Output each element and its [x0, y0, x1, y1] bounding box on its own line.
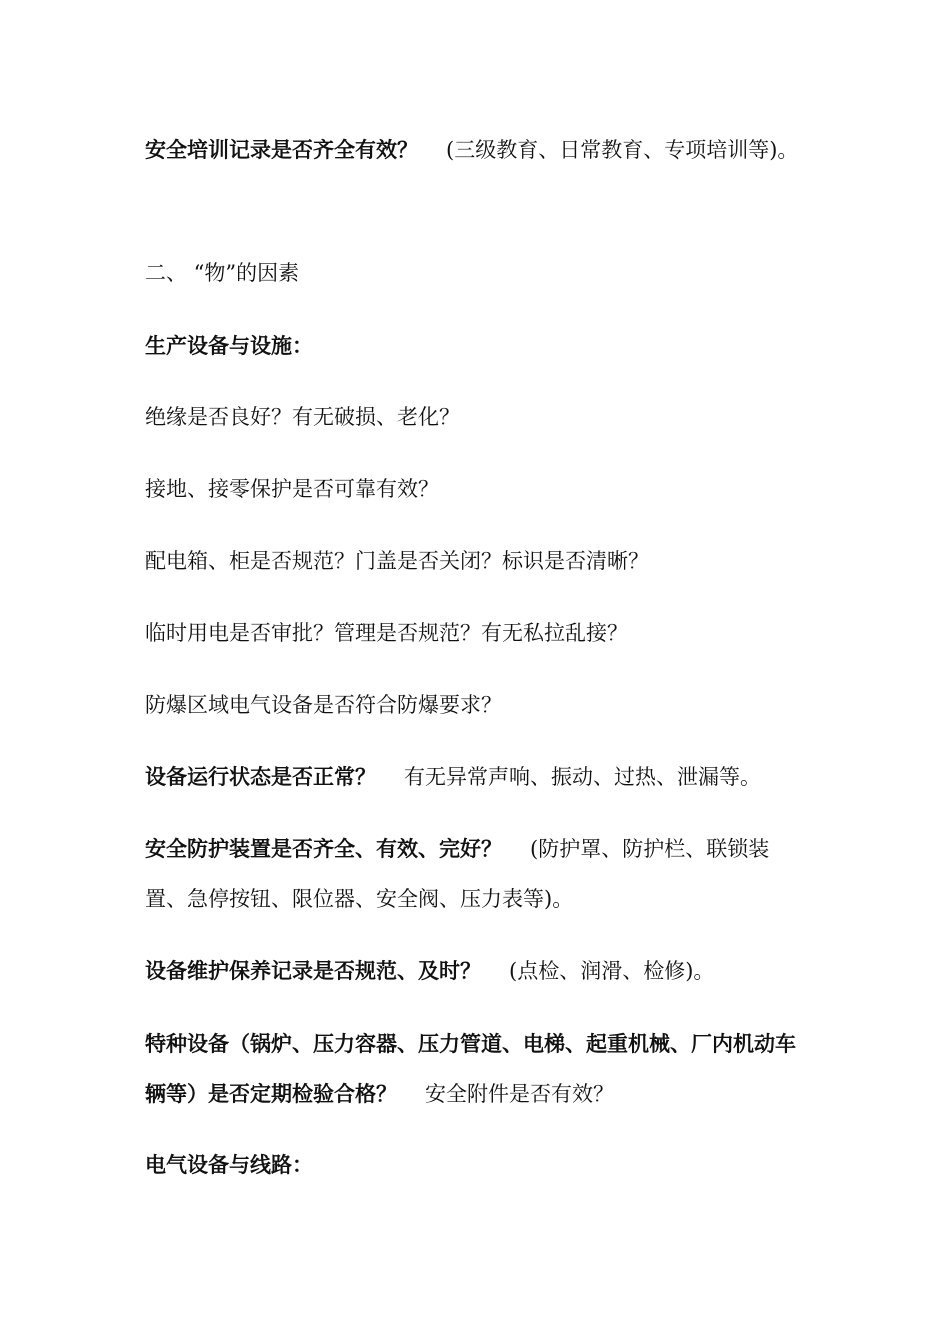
question-text: 临时用电是否审批？管理是否规范？有无私拉乱接？: [145, 621, 628, 645]
question-text: 特种设备（锅炉、压力容器、压力管道、电梯、起重机械、厂内机动车辆等）是否定期检验合格？: [145, 1031, 796, 1106]
heading-text: 二、 “物”的因素: [145, 261, 300, 285]
question-text: 接地、接零保护是否可靠有效？: [145, 477, 439, 501]
subheading-electrical-equipment: [145, 1140, 810, 1190]
question-text: 配电箱、柜是否规范？门盖是否关闭？标识是否清晰？: [145, 549, 649, 573]
paragraph-training-records: [145, 125, 810, 175]
paragraph-insulation: [145, 392, 810, 442]
paragraph-maintenance-records: [145, 946, 810, 996]
paragraph-temporary-power: [145, 608, 810, 658]
detail-text: (点检、润滑、检修)。: [509, 959, 715, 983]
paragraph-grounding: [145, 464, 810, 514]
paragraph-explosion-proof: [145, 680, 810, 730]
paragraph-special-equipment: [145, 1019, 810, 1119]
detail-text: (三级教育、日常教育、专项培训等)。: [446, 138, 799, 162]
subheading-production-equipment: [145, 321, 810, 371]
subheading-text: 生产设备与设施：: [145, 333, 313, 358]
question-text: 防爆区域电气设备是否符合防爆要求？: [145, 693, 502, 717]
paragraph-safety-guards: [145, 824, 810, 924]
section-heading-material-factors: [145, 248, 810, 298]
question-text: 安全防护装置是否齐全、有效、完好？: [145, 836, 502, 861]
paragraph-distribution-box: [145, 536, 810, 586]
question-text: 设备运行状态是否正常？: [145, 764, 376, 789]
question-text: 绝缘是否良好？有无破损、老化？: [145, 405, 460, 429]
question-text: 安全培训记录是否齐全有效？: [145, 137, 418, 162]
detail-text: 安全附件是否有效？: [425, 1082, 614, 1106]
question-text: 设备维护保养记录是否规范、及时？: [145, 958, 481, 983]
subheading-text: 电气设备与线路：: [145, 1152, 313, 1177]
paragraph-operating-status: [145, 752, 810, 802]
detail-text: (防护罩、防护栏、联锁装置、急停按钮、限位器、安全阀、压力表等)。: [145, 837, 770, 911]
detail-text: 有无异常声响、振动、过热、泄漏等。: [404, 765, 761, 789]
